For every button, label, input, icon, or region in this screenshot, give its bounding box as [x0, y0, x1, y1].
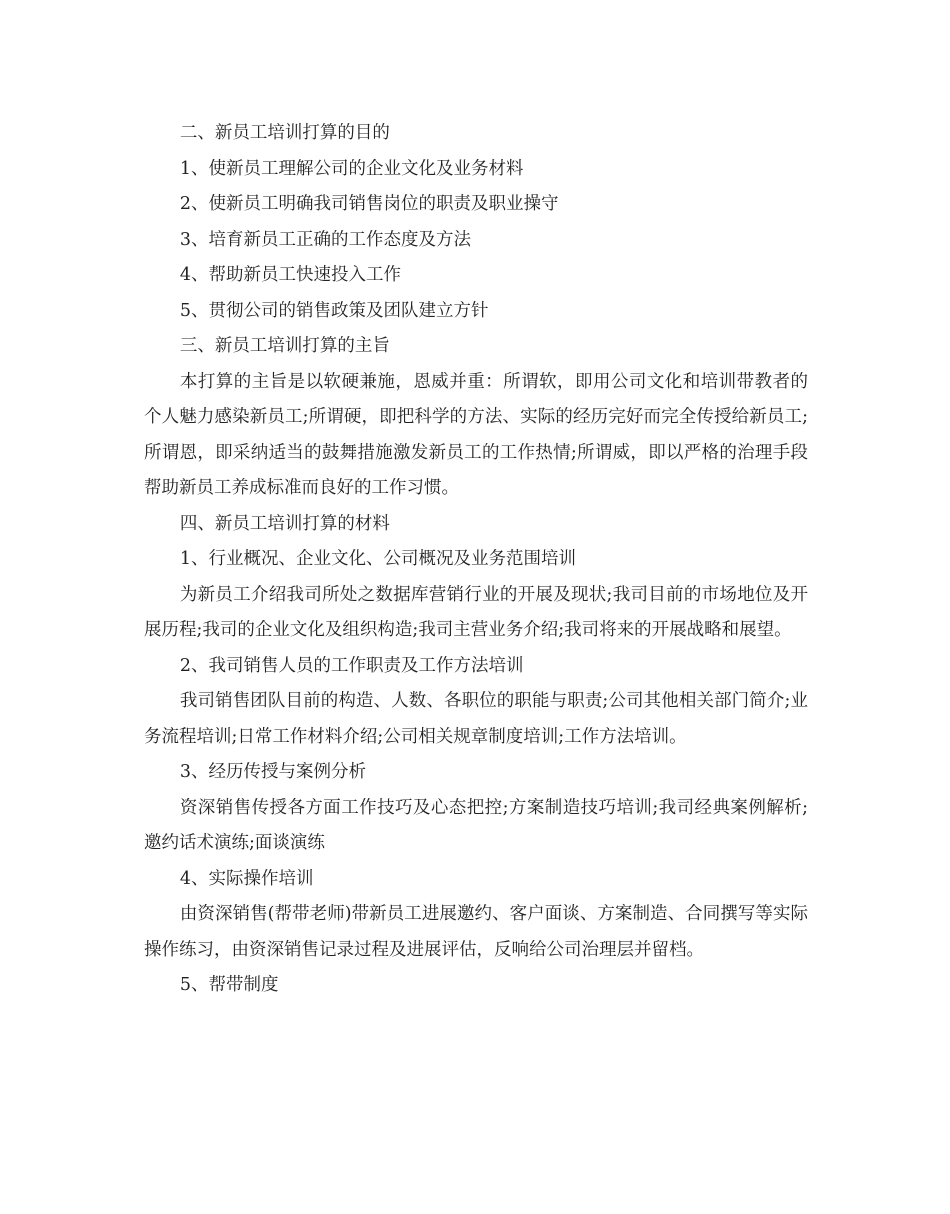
body-paragraph: 为新员工介绍我司所处之数据库营销行业的开展及现状;我司目前的市场地位及开展历程;我司的企业文化及组织构造;我司主营业务介绍;我司将来的开展战略和展望。 [144, 584, 808, 640]
list-item: 1、使新员工理解公司的企业文化及业务材料 [179, 158, 524, 179]
list-item: 5、贯彻公司的销售政策及团队建立方针 [179, 300, 489, 321]
section-heading-purpose: 二、新员工培训打算的目的 [179, 123, 390, 143]
subsection-heading: 2、我司销售人员的工作职责及工作方法培训 [179, 655, 524, 676]
subsection-heading: 1、行业概况、企业文化、公司概况及业务范围培训 [179, 549, 577, 569]
list-item: 2、使新员工明确我司销售岗位的职责及职业操守 [179, 194, 559, 214]
body-paragraph: 资深销售传授各方面工作技巧及心态把控;方案制造技巧培训;我司经典案例解析;邀约话术演练;面谈演练 [144, 797, 808, 853]
body-paragraph: 由资深销售(帮带老师)带新员工进展邀约、客户面谈、方案制造、合同撰写等实际操作练习，由资深销售记录过程及进展评估，反响给公司治理层并留档。 [144, 904, 808, 960]
subsection-heading: 3、经历传授与案例分析 [179, 762, 367, 782]
subsection-heading: 5、帮带制度 [179, 975, 279, 995]
body-paragraph: 本打算的主旨是以软硬兼施，恩威并重：所谓软，即用公司文化和培训带教者的个人魅力感染新员工;所谓硬，即把科学的方法、实际的经历完好而完全传授给新员工;所谓恩，即采纳适当的鼓舞措施激发新员工的工作热情;所谓威，即以严格的治理手段帮助新员工养成标准而良好的工作习惯。 [144, 371, 808, 498]
section-heading-materials: 四、新员工培训打算的材料 [179, 513, 390, 534]
list-item: 3、培育新员工正确的工作态度及方法 [179, 229, 472, 250]
list-item: 4、帮助新员工快速投入工作 [179, 265, 402, 285]
body-paragraph: 我司销售团队目前的构造、人数、各职位的职能与职责;公司其他相关部门简介;业务流程培训;日常工作材料介绍;公司相关规章制度培训;工作方法培训。 [144, 691, 808, 747]
section-heading-principle: 三、新员工培训打算的主旨 [179, 336, 390, 356]
subsection-heading: 4、实际操作培训 [179, 868, 314, 889]
document-body [144, 116, 808, 1004]
